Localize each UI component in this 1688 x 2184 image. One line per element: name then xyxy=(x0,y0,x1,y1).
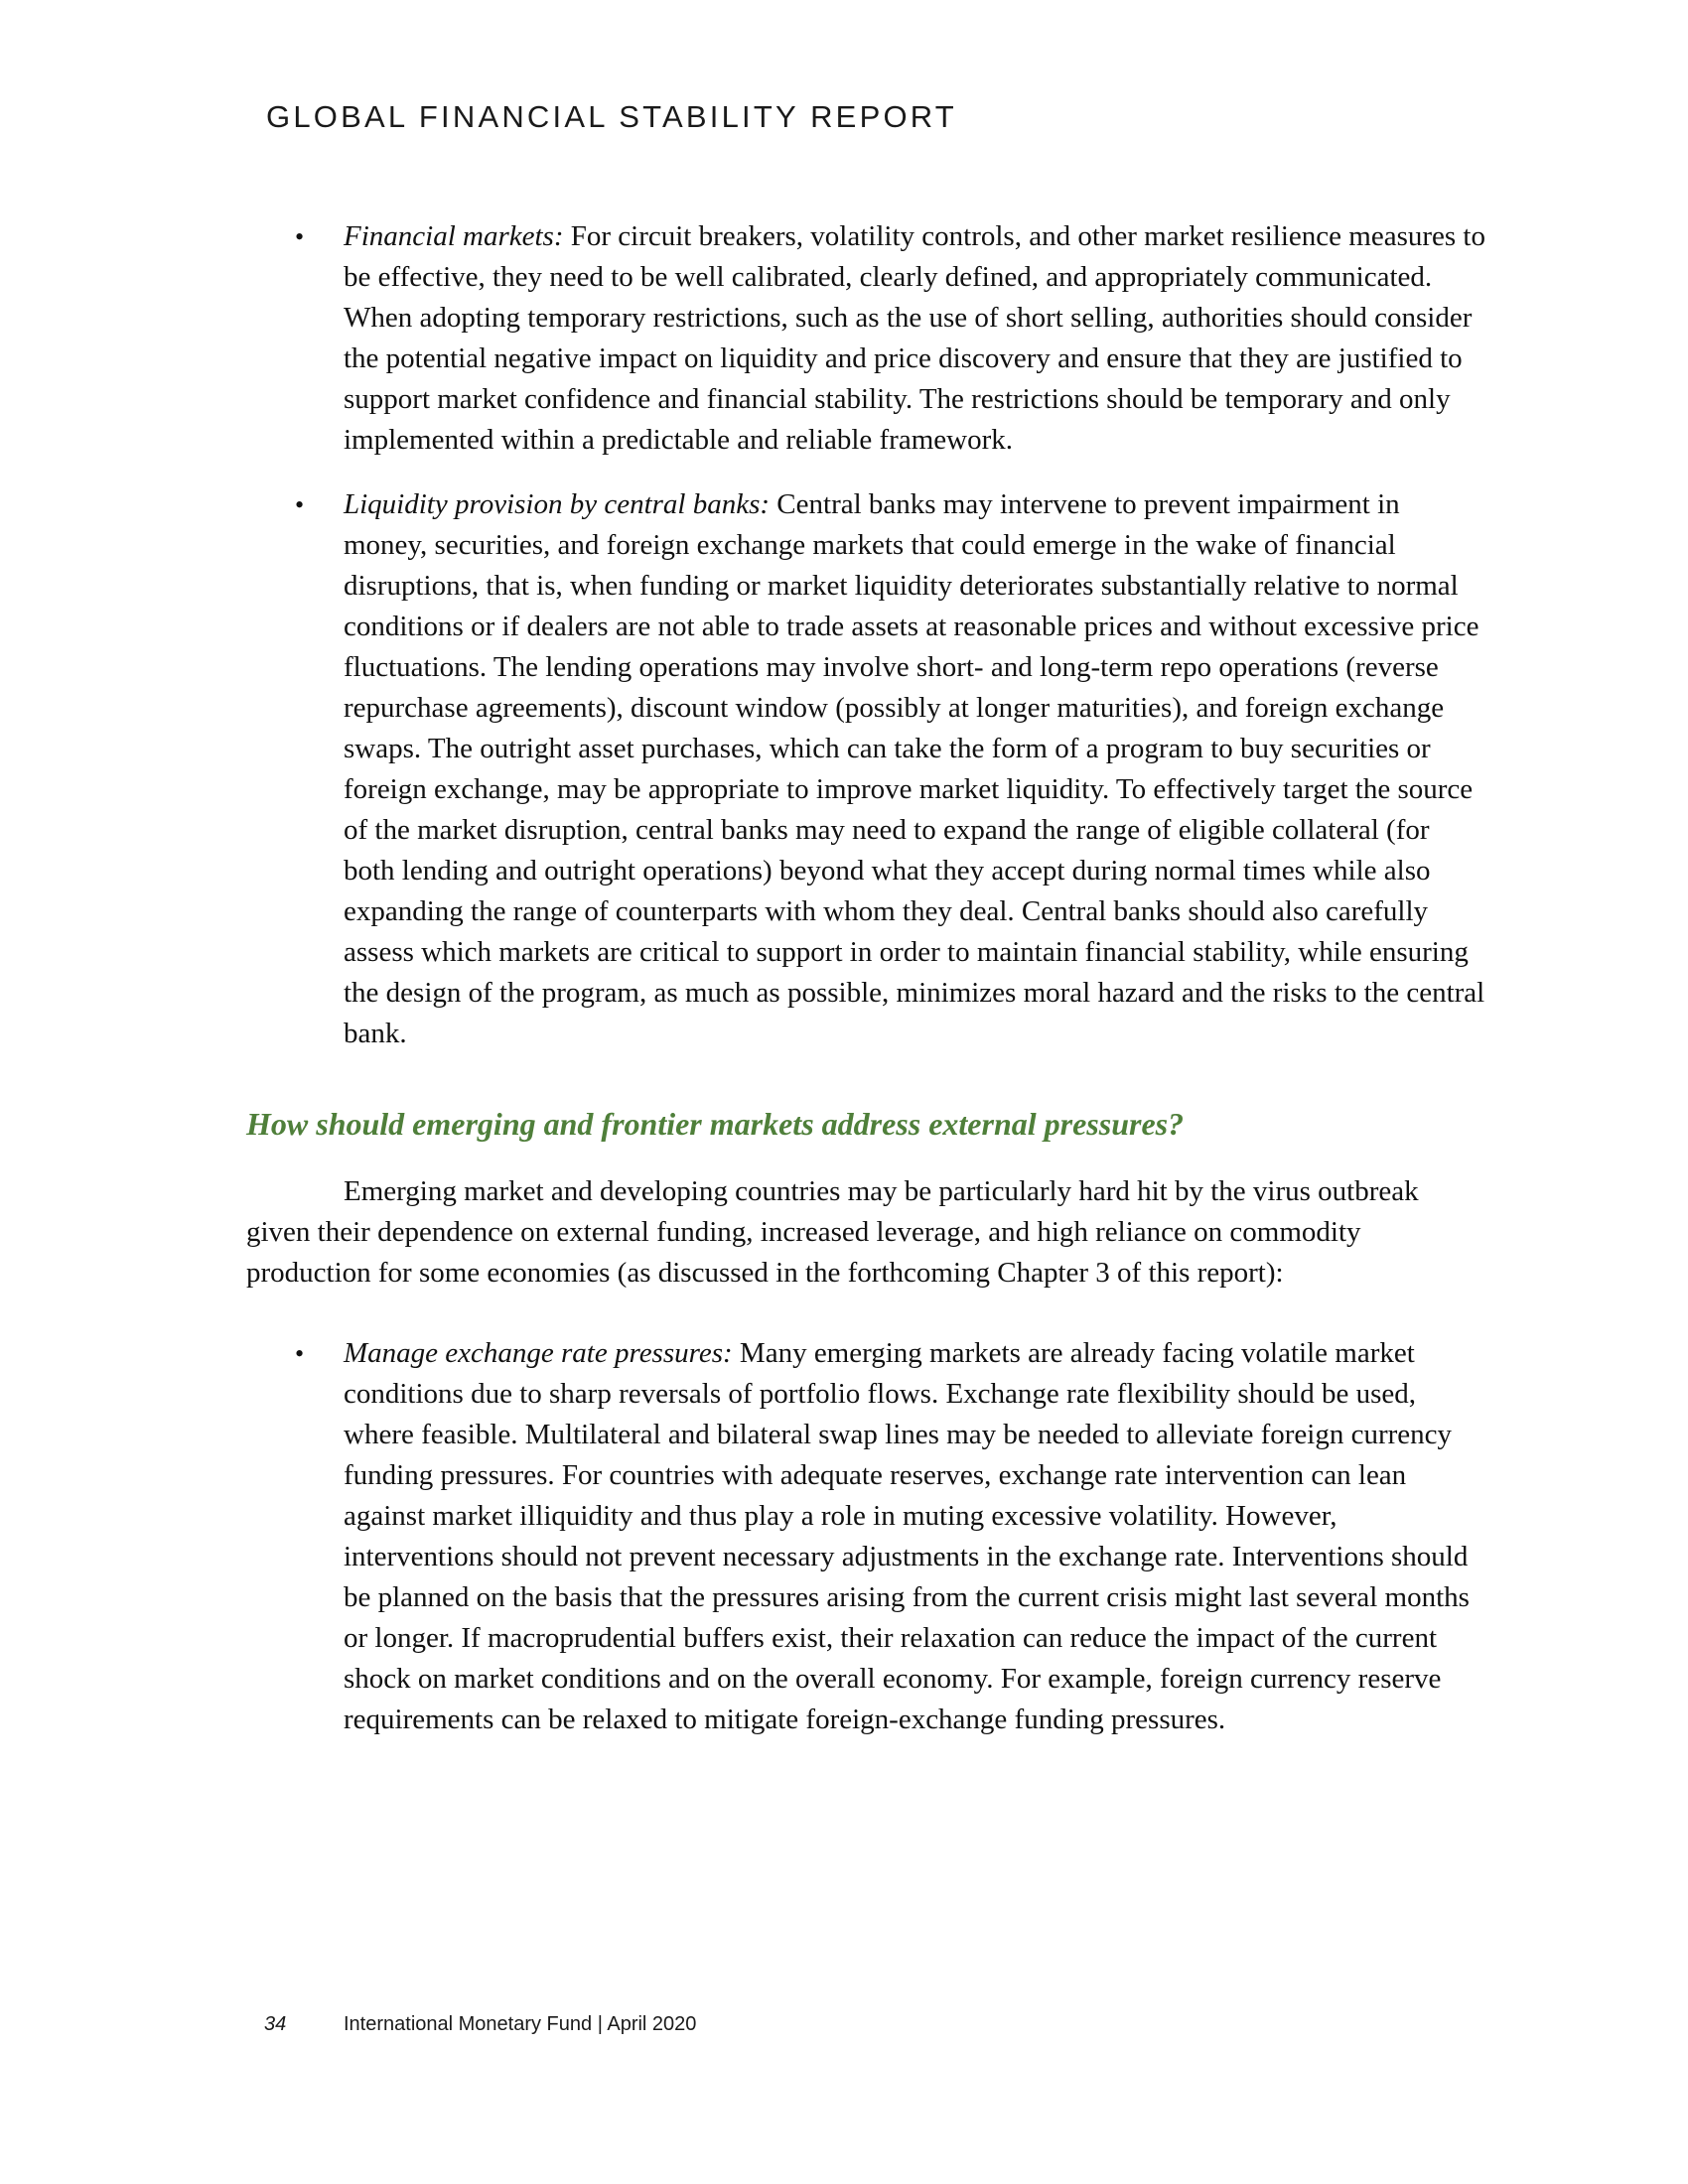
page-number: 34 xyxy=(264,2013,287,2035)
bullet-icon: • xyxy=(295,490,305,519)
bullet-icon: • xyxy=(295,1339,305,1368)
section-heading: How should emerging and frontier markets address external pressures? xyxy=(246,1106,1185,1142)
list-item xyxy=(246,484,1487,1054)
section-paragraph: Emerging market and developing countries may be particularly hard hit by the virus outbreak given their dependence on external funding, increased leverage, and high reliance on commodity production for some economies (as discussed in the forthcoming Chapter 3 of this report): xyxy=(246,1175,1419,1289)
page-footer xyxy=(264,2013,696,2036)
page-content xyxy=(246,216,1487,1764)
bullet-text: Many emerging markets are already facing volatile market conditions due to sharp reversals of portfolio flows. Exchange rate flexibility should be used, where feasible. Multilateral and bilateral swap lines may be needed to alleviate foreign currency funding pressures. For countries with adequate reserves, exchange rate intervention can lean against market illiquidity and thus play a role in muting excessive volatility. However, interventions should not prevent necessary adjustments in the exchange rate. Interventions should be planned on the basis that the pressures arising from the current crisis might last several months or longer. If macroprudential buffers exist, their relaxation can reduce the impact of the current shock on market conditions and on the overall economy. For example, foreign currency reserve requirements can be relaxed to mitigate foreign-exchange funding pressures. xyxy=(344,1337,1470,1735)
list-item xyxy=(246,216,1487,461)
bullet-icon: • xyxy=(295,222,305,251)
bullet-list-top xyxy=(246,216,1487,1054)
running-header: GLOBAL FINANCIAL STABILITY REPORT xyxy=(266,99,957,134)
bullet-lead: Liquidity provision by central banks: xyxy=(344,488,771,520)
bullet-text: Central banks may intervene to prevent impairment in money, securities, and foreign exchange markets that could emerge in the wake of financial disruptions, that is, when funding or market liquidity deteriorates substantially relative to normal conditions or if dealers are not able to trade assets at reasonable prices and without excessive price fluctuations. The lending operations may involve short- and long-term repo operations (reverse repurchase agreements), discount window (possibly at longer maturities), and foreign exchange swaps. The outright asset purchases, which can take the form of a program to buy securities or foreign exchange, may be appropriate to improve market liquidity. To effectively target the source of the market disruption, central banks may need to expand the range of eligible collateral (for both lending and outright operations) beyond what they accept during normal times while also expanding the range of counterparts with whom they deal. Central banks should also carefully assess which markets are critical to support in order to maintain financial stability, while ensuring the design of the program, as much as possible, minimizes moral hazard and the risks to the central bank. xyxy=(344,488,1485,1049)
list-item xyxy=(246,1333,1487,1740)
bullet-lead: Manage exchange rate pressures: xyxy=(344,1337,733,1369)
bullet-lead: Financial markets: xyxy=(344,220,564,252)
footer-source: International Monetary Fund | April 2020 xyxy=(344,2013,697,2035)
bullet-list-bottom xyxy=(246,1333,1487,1740)
bullet-text: For circuit breakers, volatility controls, and other market resilience measures to be effective, they need to be well calibrated, clearly defined, and appropriately communicated. When adopting temporary restrictions, such as the use of short selling, authorities should consider the potential negative impact on liquidity and price discovery and ensure that they are justified to support market confidence and financial stability. The restrictions should be temporary and only implemented within a predictable and reliable framework. xyxy=(344,220,1485,456)
